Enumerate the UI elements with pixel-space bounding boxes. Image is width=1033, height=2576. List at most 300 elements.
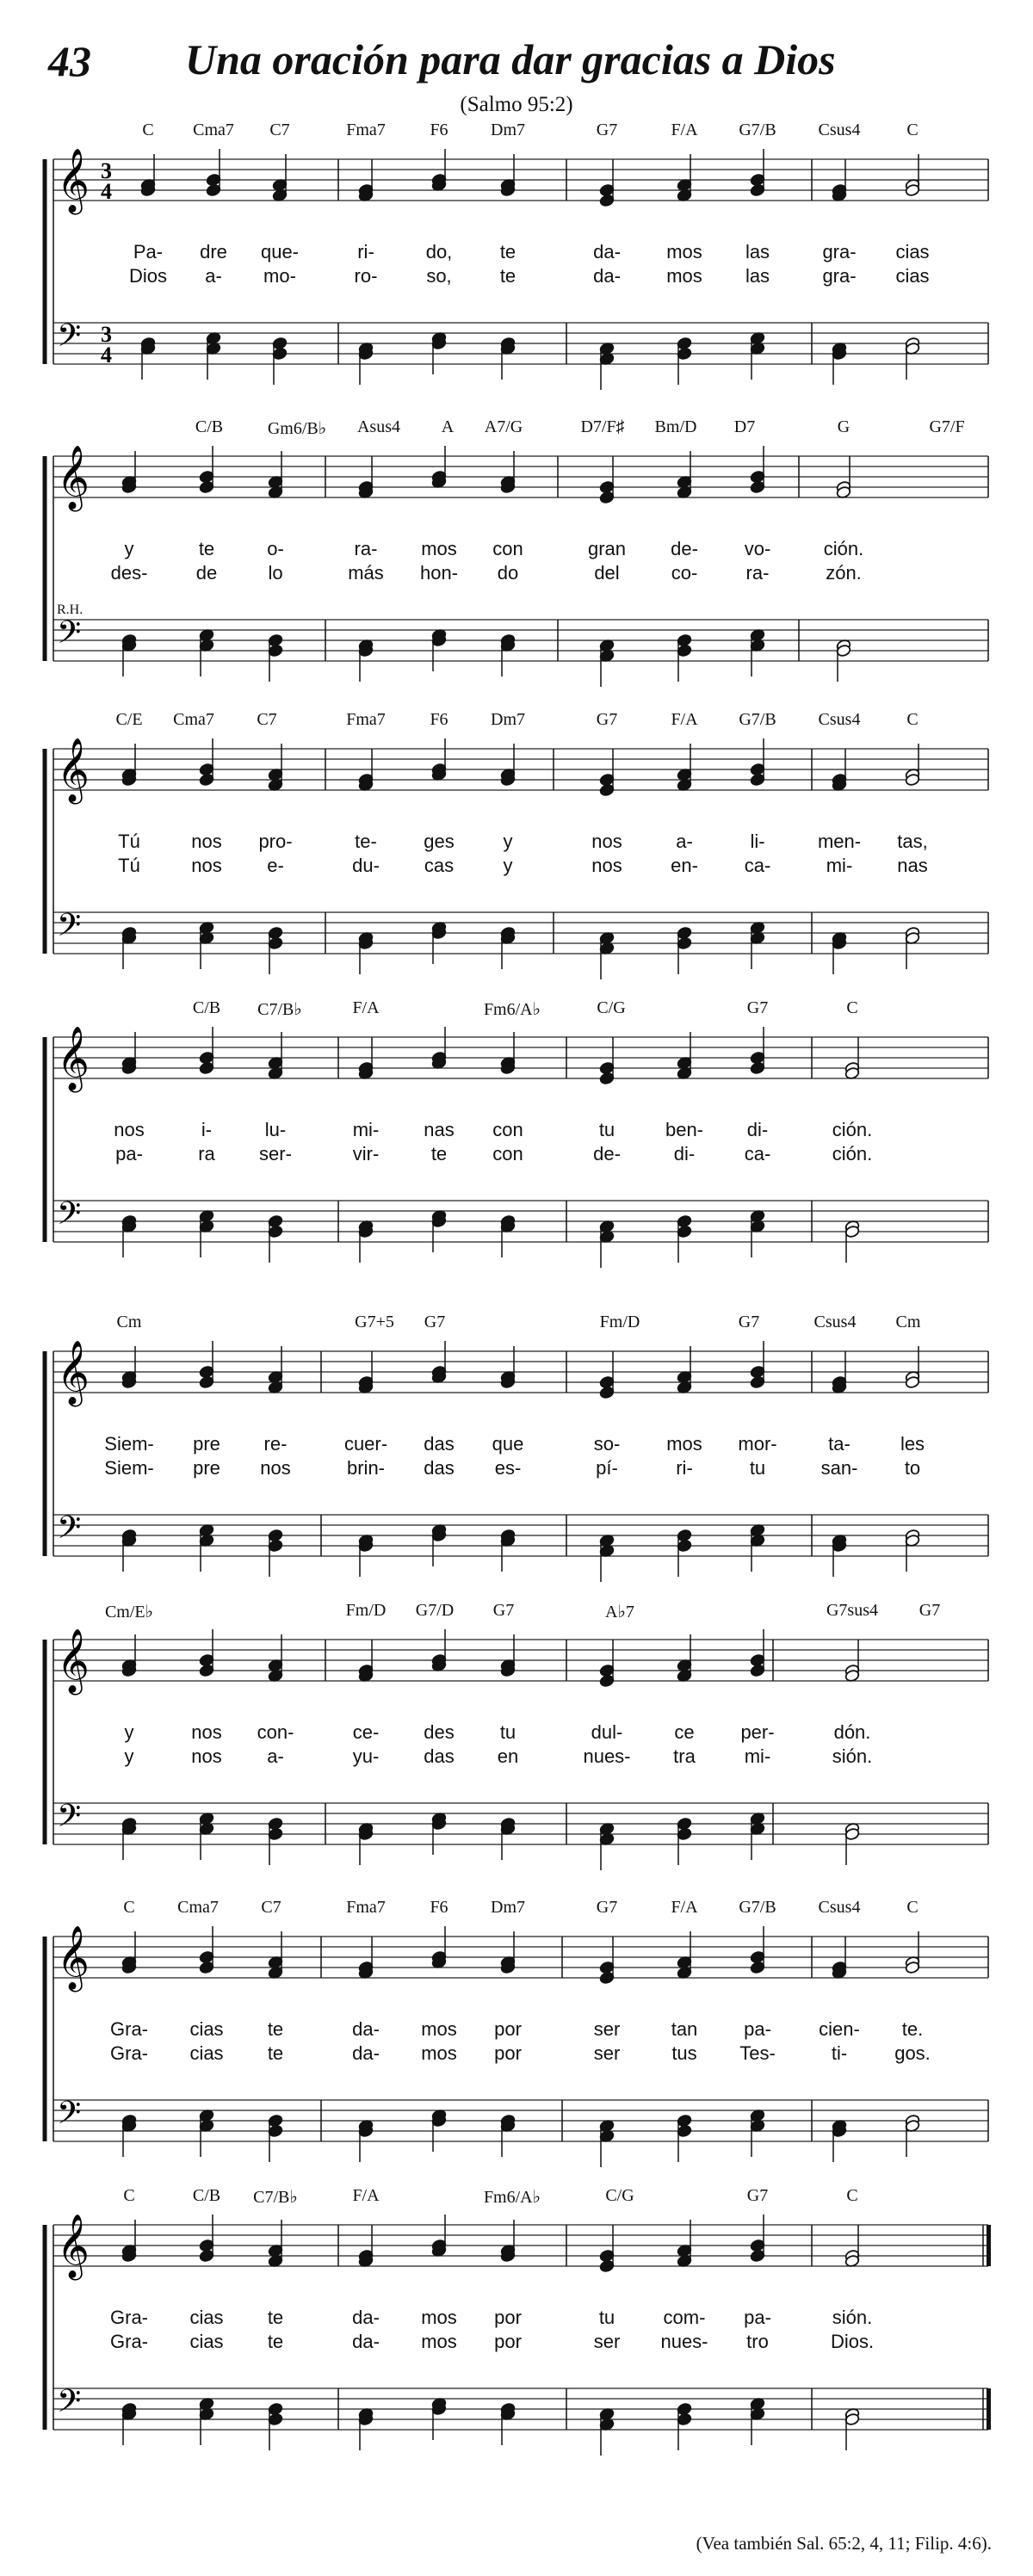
chord-notes [844, 2407, 860, 2450]
chord-notes [121, 1214, 137, 1257]
lyric-verse-2: ca- [744, 1143, 771, 1164]
time-signature-treble-num: 3 [101, 158, 112, 183]
chord-notes [836, 639, 851, 682]
lyric-verse-1: do, [425, 241, 453, 263]
chord-notes [844, 1822, 860, 1865]
lyric-verse-1: gran [587, 538, 627, 559]
lyric-verse-2: te [267, 2042, 284, 2064]
footnote: (Vea también Sal. 65:2, 4, 11; Filip. 4:6). [696, 2533, 992, 2554]
treble-clef: 𝄞 [57, 446, 90, 510]
chord-symbol: G7 [596, 120, 618, 139]
chord-notes [121, 2402, 137, 2445]
chord-symbol: G7 [596, 710, 618, 729]
lyric-verse-1: mos [421, 538, 457, 559]
chord-notes [431, 1209, 447, 1252]
chord-notes [268, 1346, 283, 1394]
chord-notes [844, 2225, 860, 2268]
lyric-verse-2: da- [352, 2042, 380, 2064]
chord-notes [268, 1634, 283, 1683]
lyric-verse-1: nos [114, 1119, 145, 1140]
chord-notes [199, 2215, 214, 2263]
lyric-verse-2: de [195, 562, 218, 584]
bass-clef: 𝄢 [57, 1195, 82, 1239]
lyric-verse-1: te- [355, 831, 377, 852]
chord-symbol: Bm/D [654, 417, 697, 436]
lyric-verse-2: con [492, 1143, 523, 1164]
lyric-verse-1: Pa- [133, 241, 164, 263]
lyric-verse-1: cias [189, 2018, 224, 2040]
chord-notes [599, 159, 615, 207]
chord-notes [431, 1027, 447, 1070]
chord-notes [206, 331, 221, 380]
chord-notes [431, 628, 447, 671]
chord-notes [905, 1346, 920, 1389]
chord-symbol: F/A [671, 710, 698, 729]
lyric-verse-2: a- [267, 1745, 284, 1767]
lyric-verse-2: das [424, 1745, 455, 1767]
chord-symbol: Csus4 [818, 1898, 861, 1917]
lyric-verse-1: y [124, 538, 134, 559]
lyric-verse-2: ra- [745, 562, 770, 584]
staff-svg [0, 1592, 1033, 1876]
lyric-verse-1: que [492, 1433, 524, 1455]
chord-symbol: Fm6/A♭ [483, 1000, 541, 1019]
chord-notes [199, 628, 214, 676]
chord-symbol: C/G [597, 998, 626, 1017]
chord-symbol: Asus4 [356, 417, 401, 436]
chord-symbol: F6 [430, 1898, 448, 1917]
chord-symbol: C [123, 2186, 135, 2205]
chord-notes [121, 1931, 137, 1974]
chord-notes [268, 2114, 283, 2162]
chord-notes [500, 926, 516, 969]
chord-notes [431, 1523, 447, 1566]
lyric-verse-2: y [124, 1745, 134, 1767]
chord-notes [358, 1037, 374, 1080]
lyric-verse-1: ción. [832, 1119, 873, 1140]
chord-symbol: F/A [671, 120, 698, 139]
chord-notes [750, 2397, 765, 2445]
chord-notes [358, 749, 374, 792]
chord-symbol: C [846, 2186, 858, 2205]
chord-notes [500, 1346, 516, 1389]
lyric-verse-1: te [198, 538, 215, 559]
chord-notes [500, 337, 516, 380]
bass-clef: 𝄢 [57, 2095, 82, 2139]
lyric-verse-2: cas [424, 855, 455, 876]
chord-notes [431, 1812, 447, 1855]
chord-notes [500, 1931, 516, 1974]
lyric-verse-2: las [745, 265, 770, 287]
lyric-verse-1: ra- [354, 538, 378, 559]
chord-notes [268, 451, 283, 499]
lyric-verse-1: o- [267, 538, 284, 559]
lyric-verse-2: Gra- [110, 2331, 148, 2352]
chord-notes [358, 1351, 374, 1394]
chord-notes [750, 1523, 765, 1572]
lyric-verse-2: por [494, 2331, 522, 2352]
lyric-verse-1: que- [260, 241, 300, 263]
lyric-verse-1: y [503, 831, 513, 852]
bass-clef: 𝄢 [57, 318, 82, 361]
lyric-verse-1: das [424, 1433, 455, 1455]
lyric-verse-2: nos [191, 855, 222, 876]
treble-staff [53, 1937, 988, 1978]
lyric-verse-2: yu- [352, 1745, 380, 1767]
lyric-verse-2: más [348, 562, 384, 584]
bass-staff [53, 912, 988, 954]
chord-notes [500, 2402, 516, 2445]
chord-notes [358, 1937, 374, 1980]
lyric-verse-1: tu [598, 1119, 615, 1140]
chord-notes [199, 2109, 214, 2157]
chord-symbol: C/B [192, 998, 221, 1017]
lyric-verse-1: por [494, 2018, 522, 2040]
treble-clef: 𝄞 [57, 1027, 90, 1090]
lyric-verse-1: con [492, 1119, 523, 1140]
lyric-verse-2: en- [671, 855, 698, 876]
lyric-verse-1: dul- [591, 1721, 623, 1743]
chord-notes [358, 2407, 374, 2450]
lyric-verse-2: Dios [128, 265, 168, 287]
lyric-verse-1: Gra- [110, 2018, 148, 2040]
chord-notes [750, 1926, 765, 1974]
chord-notes [268, 744, 283, 792]
chord-notes [500, 2114, 516, 2157]
chord-symbol: Dm7 [491, 710, 525, 729]
hymn-subtitle: (Salmo 95:2) [460, 93, 573, 116]
chord-symbol: F6 [430, 710, 448, 729]
chord-notes [121, 2114, 137, 2157]
chord-notes [905, 744, 920, 787]
chord-notes [599, 1822, 615, 1870]
hymn-number: 43 [48, 37, 91, 85]
bass-clef: 𝄢 [57, 1798, 82, 1842]
chord-notes [750, 331, 765, 380]
chord-notes [199, 1209, 214, 1257]
time-signature-treble-den: 4 [101, 179, 112, 204]
lyric-verse-2: tra [673, 1745, 696, 1767]
chord-notes [268, 1214, 283, 1263]
chord-symbol: C [123, 1898, 135, 1917]
lyric-verse-2: ser [593, 2331, 621, 2352]
lyric-verse-2: a- [205, 265, 222, 287]
lyric-verse-2: es- [494, 1457, 522, 1479]
chord-notes [358, 159, 374, 202]
chord-notes [599, 931, 615, 979]
lyric-verse-2: nues- [583, 1745, 631, 1767]
lyric-verse-2: en [497, 1745, 519, 1767]
chord-notes [500, 154, 516, 197]
lyric-verse-1: mos [666, 241, 702, 263]
chord-notes [677, 2402, 692, 2450]
lyric-verse-1: mos [421, 2018, 457, 2040]
chord-notes [500, 1634, 516, 1677]
chord-notes [750, 628, 765, 676]
chord-notes [832, 749, 847, 792]
chord-notes [677, 2220, 692, 2268]
chord-symbol: G7 [919, 1601, 941, 1620]
lyric-verse-2: zón. [826, 562, 862, 584]
lyric-verse-1: ben- [665, 1119, 704, 1140]
lyric-verse-2: so, [426, 265, 452, 287]
final-barline [987, 2225, 991, 2266]
chord-notes [677, 2114, 692, 2162]
lyric-verse-1: gra- [822, 241, 857, 263]
chord-notes [750, 738, 765, 787]
lyric-verse-2: di- [673, 1143, 696, 1164]
lyric-verse-2: te [267, 2331, 284, 2352]
lyric-verse-2: de- [593, 1143, 621, 1164]
lyric-verse-1: mi- [352, 1119, 380, 1140]
chord-notes [358, 342, 374, 385]
chord-notes [358, 1640, 374, 1683]
chord-notes [750, 1629, 765, 1677]
chord-symbol: F/A [352, 998, 380, 1017]
lyric-verse-2: ro- [354, 265, 378, 287]
lyric-verse-1: cias [895, 241, 930, 263]
lyric-verse-1: men- [817, 831, 862, 852]
lyric-verse-2: cias [189, 2331, 224, 2352]
lyric-verse-1: re- [263, 1433, 288, 1455]
chord-notes [905, 337, 920, 380]
lyric-verse-2: del [594, 562, 620, 584]
chord-notes [836, 456, 851, 499]
chord-notes [268, 1931, 283, 1980]
lyric-verse-2: mos [421, 2331, 457, 2352]
lyric-verse-1: nos [591, 831, 622, 852]
chord-symbol: G7/B [739, 120, 776, 139]
chord-symbol: C [906, 120, 919, 139]
chord-notes [358, 931, 374, 974]
chord-notes [121, 744, 137, 787]
lyric-verse-1: te [499, 241, 516, 263]
lyric-verse-1: da- [593, 241, 621, 263]
lyric-verse-1: nas [424, 1119, 455, 1140]
bass-staff [53, 620, 988, 661]
chord-notes [599, 2225, 615, 2273]
lyric-verse-2: Dios. [830, 2331, 875, 2352]
chord-symbol: C7 [257, 710, 277, 729]
chord-notes [599, 1640, 615, 1688]
lyric-verse-2: nos [591, 855, 622, 876]
chord-notes [140, 337, 156, 380]
lyric-verse-1: con- [257, 1721, 294, 1743]
chord-notes [905, 2114, 920, 2157]
chord-notes [199, 1341, 214, 1389]
lyric-verse-1: pro- [258, 831, 293, 852]
chord-notes [121, 633, 137, 676]
chord-notes [121, 1346, 137, 1389]
chord-symbol: C/B [192, 2186, 221, 2205]
chord-notes [599, 1351, 615, 1399]
chord-notes [832, 159, 847, 202]
treble-staff [53, 159, 988, 201]
chord-notes [199, 446, 214, 494]
chord-notes [844, 1640, 860, 1683]
chord-symbol: Gm6/B♭ [267, 419, 327, 438]
chord-notes [431, 921, 447, 964]
chord-notes [431, 738, 447, 781]
lyric-verse-2: e- [267, 855, 284, 876]
lyric-verse-1: nos [191, 831, 222, 852]
lyric-verse-1: pa- [744, 2018, 771, 2040]
chord-notes [599, 1937, 615, 1985]
treble-clef: 𝄞 [57, 1341, 90, 1405]
chord-notes [358, 1534, 374, 1577]
lyric-verse-1: per- [740, 1721, 775, 1743]
treble-staff [53, 749, 988, 790]
lyric-verse-1: tu [499, 1721, 516, 1743]
lyric-verse-2: gra- [822, 265, 857, 287]
lyric-verse-1: mos [421, 2307, 457, 2328]
chord-symbol: C7 [261, 1898, 281, 1917]
final-barline [987, 2388, 991, 2430]
chord-symbol: Cm [116, 1313, 142, 1331]
lyric-verse-2: ser [593, 2042, 621, 2064]
chord-notes [199, 1926, 214, 1974]
chord-notes [431, 1341, 447, 1384]
chord-symbol: A [441, 417, 455, 436]
chord-notes [750, 446, 765, 494]
lyric-verse-1: cias [189, 2307, 224, 2328]
chord-notes [677, 154, 692, 202]
lyric-verse-2: lo [268, 562, 283, 584]
chord-symbol: A7/G [484, 417, 523, 436]
bass-clef: 𝄢 [57, 2383, 82, 2427]
chord-notes [599, 1220, 615, 1268]
chord-notes [750, 2215, 765, 2263]
chord-symbol: Csus4 [818, 710, 861, 729]
chord-notes [500, 633, 516, 676]
chord-notes [677, 1817, 692, 1865]
chord-symbol: Fm6/A♭ [483, 2188, 541, 2207]
chord-symbol: C [906, 710, 919, 729]
chord-notes [599, 639, 615, 687]
lyric-verse-1: ges [424, 831, 455, 852]
chord-symbol: Dm7 [491, 1898, 525, 1917]
chord-notes [832, 1534, 847, 1577]
lyric-verse-1: te. [901, 2018, 924, 2040]
lyric-verse-2: ca- [744, 855, 771, 876]
chord-symbol: G7/F [929, 417, 965, 436]
treble-clef: 𝄞 [57, 1629, 90, 1693]
chord-notes [500, 1032, 516, 1075]
chord-notes [140, 154, 156, 197]
lyric-verse-1: da- [352, 2307, 380, 2328]
lyric-verse-1: dón. [833, 1721, 871, 1743]
chord-notes [431, 2215, 447, 2258]
chord-symbol: C [142, 120, 154, 139]
chord-symbol: G7/B [739, 1898, 776, 1917]
chord-notes [599, 1534, 615, 1582]
lyric-verse-2: mi- [826, 855, 853, 876]
chord-notes [358, 2119, 374, 2162]
chord-symbol: A♭7 [605, 1603, 634, 1622]
lyric-verse-2: Tú [118, 855, 140, 876]
chord-symbol: Cma7 [173, 710, 214, 729]
lyric-verse-1: te [267, 2307, 284, 2328]
lyric-verse-1: des [424, 1721, 455, 1743]
chord-symbol: C7/B♭ [257, 1000, 302, 1019]
lyric-verse-2: vir- [352, 1143, 380, 1164]
lyric-verse-1: tas, [897, 831, 928, 852]
lyric-verse-2: ra [198, 1143, 215, 1164]
chord-notes [199, 1812, 214, 1860]
chord-symbol: G7 [746, 2186, 769, 2205]
chord-notes [121, 451, 137, 494]
chord-notes [121, 1529, 137, 1572]
lyric-verse-2: cias [189, 2042, 224, 2064]
chord-symbol: G [837, 417, 851, 436]
lyric-verse-2: ri- [676, 1457, 693, 1479]
chord-symbol: C/E [115, 710, 143, 729]
lyric-verse-2: ción. [832, 1143, 873, 1164]
bass-clef: 𝄢 [57, 615, 82, 658]
chord-notes [268, 1817, 283, 1865]
chord-symbol: Fma7 [346, 1898, 386, 1917]
chord-symbol: G7/B [739, 710, 776, 729]
lyric-verse-2: do [497, 562, 519, 584]
chord-notes [500, 451, 516, 494]
lyric-verse-2: brin- [346, 1457, 386, 1479]
lyric-verse-2: nos [260, 1457, 291, 1479]
lyric-verse-1: da- [352, 2018, 380, 2040]
chord-notes [905, 926, 920, 969]
lyric-verse-1: les [900, 1433, 925, 1455]
hymn-title: Una oración para dar gracias a Dios [185, 35, 836, 83]
chord-notes [358, 1822, 374, 1865]
lyric-verse-2: das [424, 1457, 455, 1479]
lyric-verse-2: du- [352, 855, 380, 876]
lyric-verse-2: mi- [744, 1745, 771, 1767]
chord-notes [832, 931, 847, 974]
chord-notes [121, 1032, 137, 1075]
treble-staff [53, 1351, 988, 1393]
chord-symbol: C7/B♭ [253, 2188, 298, 2207]
lyric-verse-1: dre [200, 241, 227, 263]
lyric-verse-2: nas [897, 855, 928, 876]
bass-staff [53, 1515, 988, 1556]
lyric-verse-2: y [503, 855, 513, 876]
lyric-verse-2: mos [421, 2042, 457, 2064]
lyric-verse-2: Tes- [739, 2042, 776, 2064]
chord-symbol: Cm/E♭ [104, 1603, 154, 1622]
chord-notes [677, 451, 692, 499]
lyric-verse-1: lu- [264, 1119, 287, 1140]
lyric-verse-1: pre [193, 1433, 220, 1455]
chord-symbol: F/A [671, 1898, 698, 1917]
chord-notes [121, 2220, 137, 2263]
lyric-verse-2: te [499, 265, 516, 287]
lyric-verse-1: di- [746, 1119, 769, 1140]
chord-notes [905, 1931, 920, 1974]
chord-symbol: G7sus4 [826, 1601, 879, 1620]
chord-notes [677, 926, 692, 974]
lyric-verse-1: ce [674, 1721, 695, 1743]
lyric-verse-1: sión. [832, 2307, 873, 2328]
chord-symbol: Cma7 [177, 1898, 219, 1917]
chord-notes [199, 2397, 214, 2445]
lyric-verse-1: mor- [738, 1433, 777, 1455]
lyric-verse-2: da- [352, 2331, 380, 2352]
lyric-verse-1: por [494, 2307, 522, 2328]
lyric-verse-1: ción. [823, 538, 864, 559]
chord-symbol: G7 [596, 1898, 618, 1917]
lyric-verse-1: nos [191, 1721, 222, 1743]
lyric-verse-2: mo- [263, 265, 296, 287]
chord-symbol: Fm/D [345, 1601, 387, 1620]
